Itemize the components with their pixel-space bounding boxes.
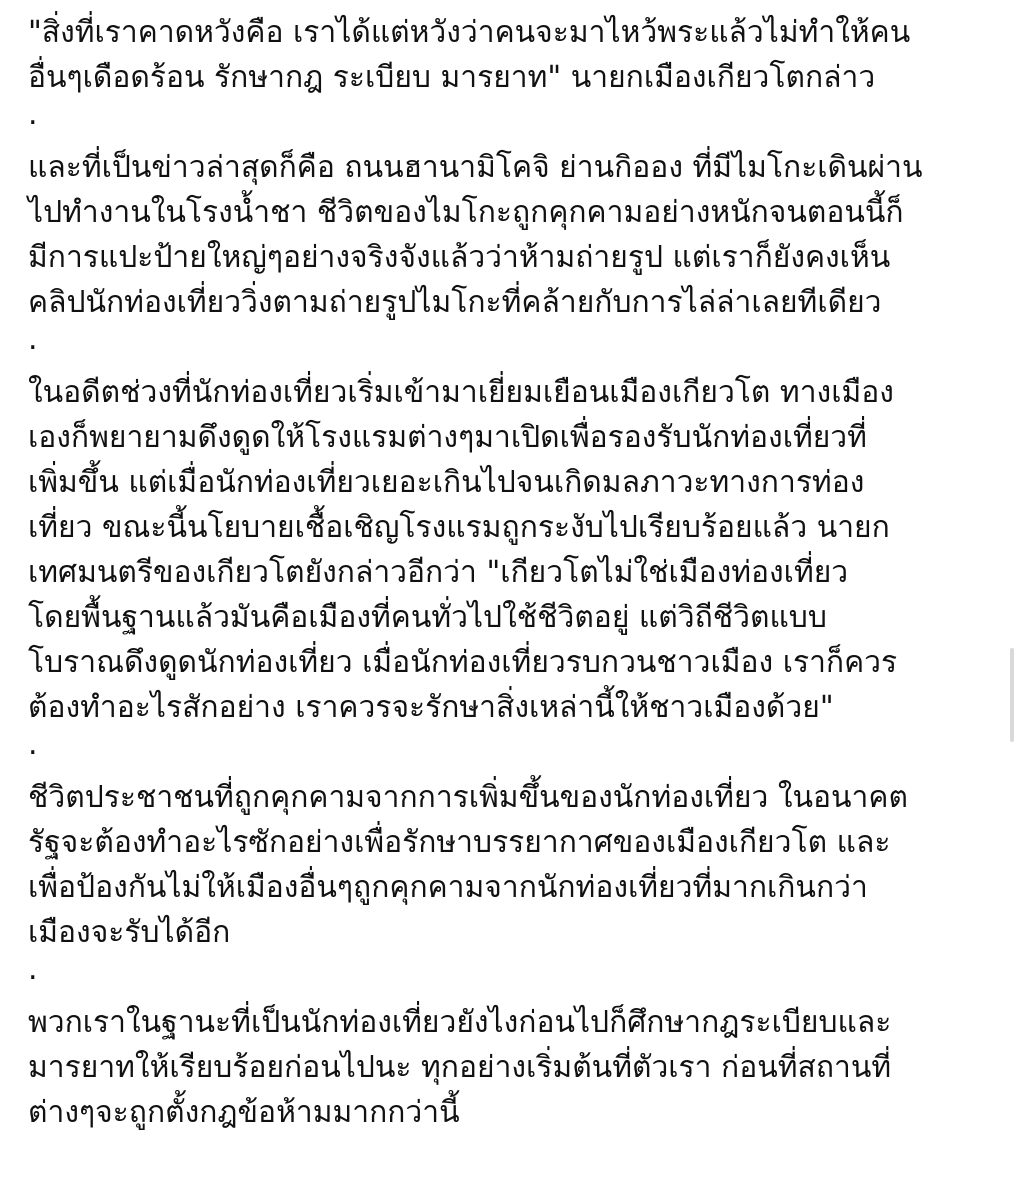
text-line: "สิ่งที่เราคาดหวังคือ เราได้แต่หวังว่าคนจะมาไหว้พระแล้วไม่ทำให้คน bbox=[28, 15, 911, 50]
text-line: เที่ยว ขณะนี้นโยบายเชื้อเชิญโรงแรมถูกระงับไปเรียบร้อยแล้ว นายก bbox=[28, 510, 890, 545]
text-line: อื่นๆเดือดร้อน รักษากฎ ระเบียบ มารยาท" นายกเมืองเกียวโตกล่าว bbox=[28, 60, 876, 95]
text-line: และที่เป็นข่าวล่าสุดก็คือ ถนนฮานามิโคจิ ย่านกิออง ที่มีไมโกะเดินผ่าน bbox=[28, 150, 923, 185]
paragraph bbox=[28, 10, 988, 100]
scrollbar[interactable] bbox=[1005, 0, 1017, 1200]
text-line: เพิ่มขึ้น แต่เมื่อนักท่องเที่ยวเยอะเกินไปจนเกิดมลภาวะทางการท่อง bbox=[28, 465, 865, 500]
text-line: เองก็พยายามดึงดูดให้โรงแรมต่างๆมาเปิดเพื่อรองรับนักท่องเที่ยวที่ bbox=[28, 420, 867, 455]
text-line: ไปทำงานในโรงน้ำชา ชีวิตของไมโกะถูกคุกคามอย่างหนักจนตอนนี้ก็ bbox=[28, 195, 904, 230]
text-line: ต่างๆจะถูกตั้งกฎข้อห้ามมากกว่านี้ bbox=[28, 1095, 460, 1130]
paragraph-separator: . bbox=[28, 97, 38, 132]
text-line: ในอดีตช่วงที่นักท่องเที่ยวเริ่มเข้ามาเยี่ยมเยือนเมืองเกียวโต ทางเมือง bbox=[28, 375, 894, 410]
text-line: เพื่อป้องกันไม่ให้เมืองอื่นๆถูกคุกคามจากนักท่องเที่ยวที่มากเกินกว่า bbox=[28, 870, 868, 905]
paragraph bbox=[28, 1000, 988, 1135]
text-line: มารยาทให้เรียบร้อยก่อนไปนะ ทุกอย่างเริ่มต้นที่ตัวเรา ก่อนที่สถานที่ bbox=[28, 1050, 892, 1085]
paragraph-separator: . bbox=[28, 952, 38, 987]
text-line: ชีวิตประชาชนที่ถูกคุกคามจากการเพิ่มขึ้นของนักท่องเที่ยว ในอนาคต bbox=[28, 780, 908, 815]
text-line: โบราณดึงดูดนักท่องเที่ยว เมื่อนักท่องเที่ยวรบกวนชาวเมือง เราก็ควร bbox=[28, 645, 898, 680]
text-line: รัฐจะต้องทำอะไรซักอย่างเพื่อรักษาบรรยากาศของเมืองเกียวโต และ bbox=[28, 825, 891, 860]
paragraph-separator: . bbox=[28, 727, 38, 762]
paragraph bbox=[28, 145, 988, 325]
paragraph bbox=[28, 775, 988, 955]
paragraph-separator: . bbox=[28, 322, 38, 357]
text-line: พวกเราในฐานะที่เป็นนักท่องเที่ยวยังไงก่อนไปก็ศึกษากฎระเบียบและ bbox=[28, 1005, 892, 1040]
paragraph bbox=[28, 370, 988, 730]
text-line: มีการแปะป้ายใหญ่ๆอย่างจริงจังแล้วว่าห้ามถ่ายรูป แต่เราก็ยังคงเห็น bbox=[28, 240, 891, 275]
scrollbar-thumb[interactable] bbox=[1010, 648, 1014, 742]
article-body bbox=[28, 10, 988, 1135]
text-line: โดยพื้นฐานแล้วมันคือเมืองที่คนทั่วไปใช้ชีวิตอยู่ แต่วิถีชีวิตแบบ bbox=[28, 600, 827, 635]
text-line: เทศมนตรีของเกียวโตยังกล่าวอีกว่า "เกียวโตไม่ใช่เมืองท่องเที่ยว bbox=[28, 555, 849, 590]
text-line: ต้องทำอะไรสักอย่าง เราควรจะรักษาสิ่งเหล่านี้ให้ชาวเมืองด้วย" bbox=[28, 690, 834, 725]
text-line: คลิปนักท่องเที่ยววิ่งตามถ่ายรูปไมโกะที่คล้ายกับการไล่ล่าเลยทีเดียว bbox=[28, 285, 882, 320]
text-line: เมืองจะรับได้อีก bbox=[28, 915, 231, 950]
